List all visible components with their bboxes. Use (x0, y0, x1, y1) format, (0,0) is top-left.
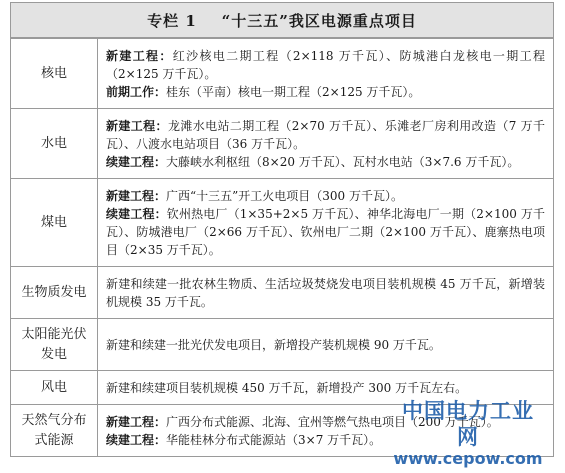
line-text: 龙滩水电站二期工程（2×70 万千瓦）、乐滩老厂房利用改造（7 万千瓦）、八渡水电站项目（36 万千瓦）。 (106, 118, 545, 151)
line-text: 钦州热电厂（1×35+2×5 万千瓦）、神华北海电厂一期（2×100 万千瓦）、防城港电厂（2×66 万千瓦）、钦州电厂二期（2×100 万千瓦）、鹿寨热电项目（2×35 万千瓦）。 (106, 206, 545, 257)
line-label: 续建工程： (106, 154, 167, 169)
content-line (106, 336, 545, 354)
content-line (106, 431, 545, 449)
line-text: 红沙核电二期工程（2×118 万千瓦）、防城港白龙核电一期工程（2×125 万千瓦）。 (106, 48, 545, 81)
table-row (11, 371, 554, 405)
content-line (106, 153, 545, 171)
projects-table-body (11, 39, 554, 457)
content-line (106, 117, 545, 153)
line-label: 续建工程： (106, 432, 167, 447)
table-row (11, 39, 554, 109)
row-category: 太阳能光伏发电 (11, 319, 98, 371)
line-label: 新建工程： (106, 188, 167, 203)
content-line (106, 83, 545, 101)
row-content (98, 319, 554, 371)
watermark-name: 中国电力工业网 (402, 399, 534, 449)
row-category: 生物质发电 (11, 267, 98, 319)
row-category: 天然气分布式能源 (11, 405, 98, 457)
content-line (106, 187, 545, 205)
line-text: 华能桂林分布式能源站（3×7 万千瓦）。 (166, 432, 382, 447)
table-row (11, 267, 554, 319)
content-line (106, 47, 545, 83)
line-label: 新建工程： (106, 118, 168, 133)
row-content (98, 39, 554, 109)
line-label: 新建工程： (106, 414, 167, 429)
row-content (98, 109, 554, 179)
line-text: 广西“十三五”开工火电项目（300 万千瓦）。 (166, 188, 404, 203)
table-row (11, 405, 554, 457)
row-category: 风电 (11, 371, 98, 405)
table-row (11, 109, 554, 179)
content-line (106, 205, 545, 259)
table-row (11, 179, 554, 267)
row-category: 核电 (11, 39, 98, 109)
line-text: 大藤峡水利枢纽（8×20 万千瓦）、瓦村水电站（3×7.6 万千瓦）。 (166, 154, 520, 169)
line-label: 前期工作： (106, 84, 167, 99)
line-text: 桂东（平南）核电一期工程（2×125 万千瓦）。 (166, 84, 421, 99)
content-line (106, 379, 545, 397)
watermark-url: www.cepow.com (393, 449, 543, 468)
line-text: 广西分布式能源、北海、宜州等燃气热电项目（200 万千瓦）。 (166, 414, 499, 429)
table-row (11, 319, 554, 371)
row-content (98, 371, 554, 405)
row-content (98, 267, 554, 319)
line-text: 新建和续建一批农林生物质、生活垃圾焚烧发电项目装机规模 45 万千瓦，新增装机规模 35 万千瓦。 (106, 276, 545, 309)
column-title: 专栏 1 “十三五”我区电源重点项目 (10, 2, 554, 38)
line-label: 新建工程： (106, 48, 173, 63)
row-content (98, 405, 554, 457)
line-label: 续建工程： (106, 206, 167, 221)
line-text: 新建和续建一批光伏发电项目，新增投产装机规模 90 万千瓦。 (106, 337, 441, 352)
content-line (106, 275, 545, 311)
row-category: 水电 (11, 109, 98, 179)
projects-table (10, 38, 554, 457)
line-text: 新建和续建项目装机规模 450 万千瓦，新增投产 300 万千瓦左右。 (106, 380, 468, 395)
row-category: 煤电 (11, 179, 98, 267)
content-line (106, 413, 545, 431)
row-content (98, 179, 554, 267)
